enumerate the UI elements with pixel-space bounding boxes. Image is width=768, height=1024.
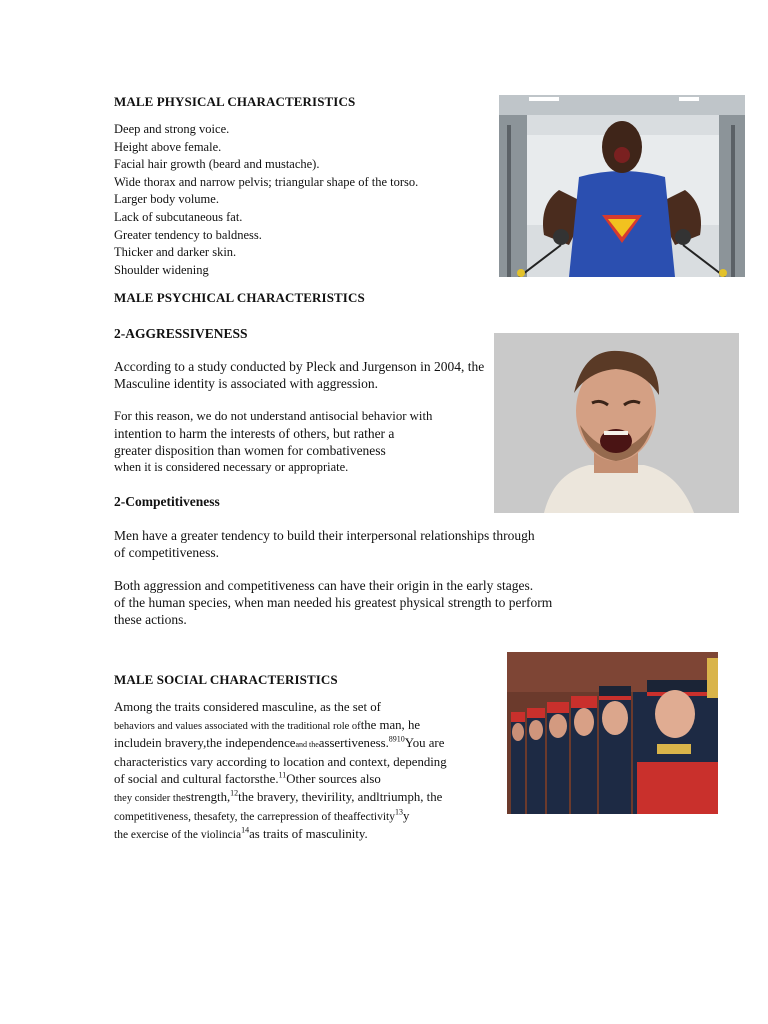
text-line: [114, 717, 447, 736]
list-item: Wide thorax and narrow pelvis; triangular shape of the torso.: [114, 174, 419, 189]
aggressiveness-paragraph-1: [114, 358, 484, 392]
text-line: characteristics vary according to location and context, depending: [114, 754, 447, 769]
list-item: Height above female.: [114, 139, 222, 154]
text-fragment: y: [403, 808, 410, 823]
text-line: these actions.: [114, 612, 187, 627]
competitiveness-paragraph-1: [114, 527, 535, 561]
soldiers-photo: [507, 652, 718, 814]
text-line: intention to harm the interests of others, but rather a: [114, 426, 395, 441]
text-line: Both aggression and competitiveness can have their origin in the early stages.: [114, 578, 534, 593]
shouting-man-photo: [494, 333, 739, 513]
text-fragment: and the: [295, 740, 319, 750]
list-item: Thicker and darker skin.: [114, 245, 237, 260]
list-item: Larger body volume.: [114, 192, 219, 207]
physical-list: [114, 121, 418, 279]
text-fragment: they consider the: [114, 792, 186, 804]
aggressiveness-paragraph-2: [114, 408, 432, 476]
text-fragment: strength,: [185, 789, 231, 804]
text-fragment: You are: [404, 736, 445, 751]
text-fragment: as traits of masculinity.: [249, 827, 368, 842]
text-line: of competitiveness.: [114, 545, 219, 560]
text-line: [114, 735, 447, 754]
text-fragment: Other sources also: [286, 772, 381, 787]
text-line: greater disposition than women for combativeness: [114, 443, 386, 458]
text-line: [114, 808, 447, 827]
list-item: Deep and strong voice.: [114, 122, 230, 136]
text-fragment: the exercise of the violincia: [114, 829, 242, 842]
text-line: According to a study conducted by Pleck and Jurgenson in 2004, the: [114, 359, 485, 374]
text-line: [114, 789, 447, 808]
footnote-marker: 11: [278, 771, 287, 781]
text-fragment: includein bravery,the independence: [114, 736, 296, 751]
list-item: Lack of subcutaneous fat.: [114, 209, 243, 224]
text-fragment: the bravery, thevirility, andltriumph, the: [238, 789, 443, 804]
footnote-marker: 8910: [388, 734, 405, 744]
social-paragraph: [114, 699, 447, 845]
text-line: Among the traits considered masculine, as the set of: [114, 700, 381, 714]
text-fragment: of social and cultural factorsthe.: [114, 772, 279, 787]
list-item: Greater tendency to baldness.: [114, 227, 262, 242]
psychical-heading: MALE PSYCHICAL CHARACTERISTICS: [114, 290, 365, 305]
text-line: Masculine identity is associated with aggression.: [114, 376, 378, 391]
list-item: Shoulder widening: [114, 262, 209, 277]
footnote-marker: 13: [395, 807, 404, 817]
physical-heading: MALE PHYSICAL CHARACTERISTICS: [114, 94, 356, 109]
footnote-marker: 14: [241, 825, 250, 835]
list-item: Facial hair growth (beard and mustache).: [114, 157, 320, 172]
text-line: Men have a greater tendency to build their interpersonal relationships through: [114, 528, 535, 543]
text-fragment: behaviors and values associated with the traditional role of: [114, 720, 361, 732]
text-fragment: competitiveness, thesafety, the carrepression of theaffectivity: [114, 810, 396, 823]
text-line: of the human species, when man needed his greatest physical strength to perform: [114, 595, 553, 610]
footnote-marker: 12: [230, 788, 239, 798]
text-line: [114, 826, 447, 845]
text-fragment: the man, he: [360, 717, 421, 732]
text-fragment: assertiveness.: [318, 736, 389, 751]
social-heading: MALE SOCIAL CHARACTERISTICS: [114, 672, 338, 687]
gym-man-photo: [499, 95, 745, 277]
text-line: when it is considered necessary or appropriate.: [114, 460, 349, 474]
text-line: [114, 771, 447, 789]
competitiveness-heading: 2-Competitiveness: [114, 494, 220, 509]
aggressiveness-heading: 2-AGGRESSIVENESS: [114, 326, 248, 341]
text-line: For this reason, we do not understand antisocial behavior with: [114, 409, 433, 423]
competitiveness-paragraph-2: [114, 577, 552, 628]
